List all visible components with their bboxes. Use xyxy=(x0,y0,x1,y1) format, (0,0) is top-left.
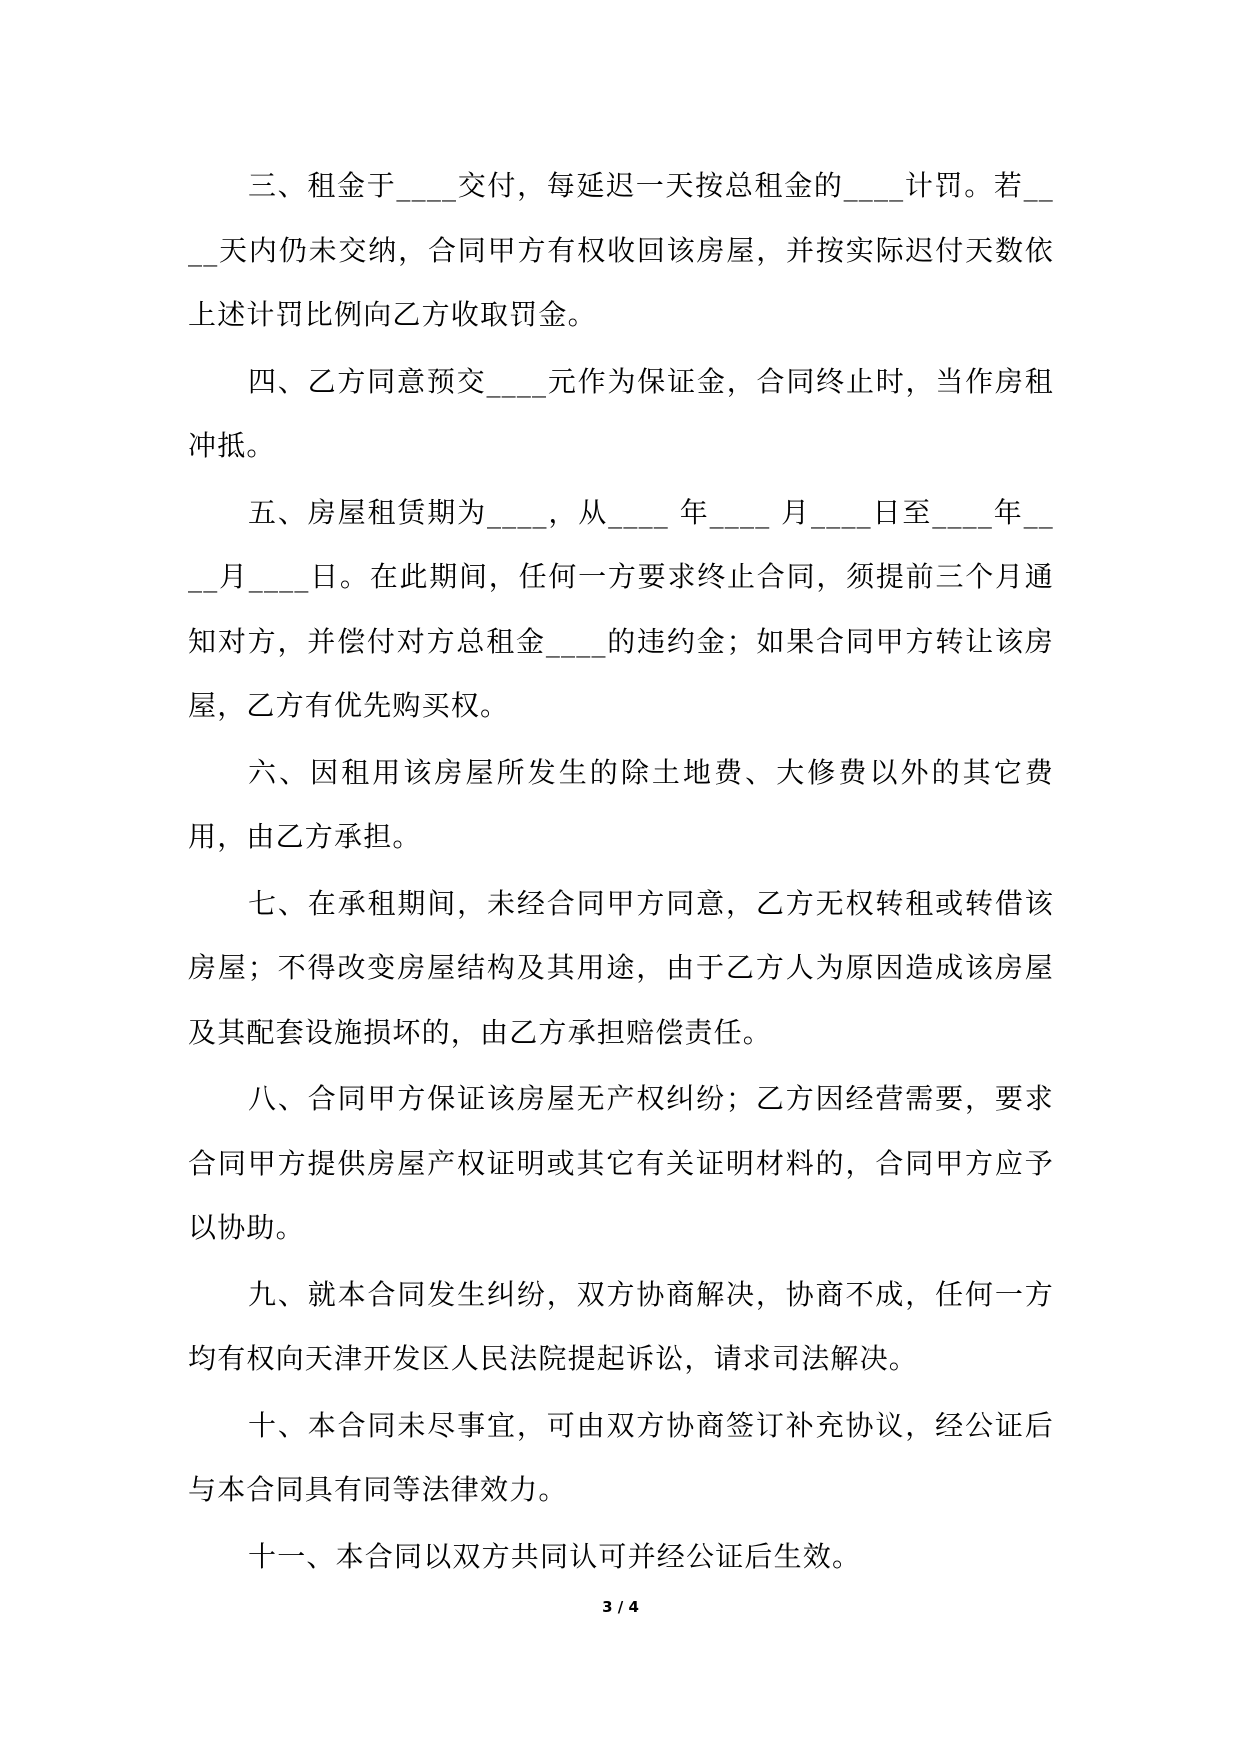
clause-10: 十、本合同未尽事宜，可由双方协商签订补充协议，经公证后与本合同具有同等法律效力。 xyxy=(188,1408,1054,1506)
clause-6: 六、因租用该房屋所发生的除土地费、大修费以外的其它费用，由乙方承担。 xyxy=(188,755,1054,853)
clause-5: 五、房屋租赁期为____，从____ 年____ 月____日至____年____月____日。在此期间，任何一方要求终止合同，须提前三个月通知对方，并偿付对方总租金____的违约金；如果合同甲方转让该房屋，乙方有优先购买权。 xyxy=(188,495,1054,722)
clause-11: 十一、本合同以双方共同认可并经公证后生效。 xyxy=(248,1539,862,1573)
clause-3: 三、租金于____交付，每延迟一天按总租金的____计罚。若____天内仍未交纳，合同甲方有权收回该房屋，并按实际迟付天数依上述计罚比例向乙方收取罚金。 xyxy=(188,169,1054,331)
page-number: 3 / 4 xyxy=(602,1598,639,1616)
clause-7: 七、在承租期间，未经合同甲方同意，乙方无权转租或转借该房屋；不得改变房屋结构及其用途，由于乙方人为原因造成该房屋及其配套设施损坏的，由乙方承担赔偿责任。 xyxy=(188,886,1054,1049)
clause-9: 九、就本合同发生纠纷，双方协商解决，协商不成，任何一方均有权向天津开发区人民法院提起诉讼，请求司法解决。 xyxy=(188,1277,1054,1375)
contract-body xyxy=(188,154,1054,1591)
clause-4: 四、乙方同意预交____元作为保证金，合同终止时，当作房租冲抵。 xyxy=(188,364,1054,462)
clause-8: 八、合同甲方保证该房屋无产权纠纷；乙方因经营需要，要求合同甲方提供房屋产权证明或其它有关证明材料的，合同甲方应予以协助。 xyxy=(188,1082,1054,1244)
